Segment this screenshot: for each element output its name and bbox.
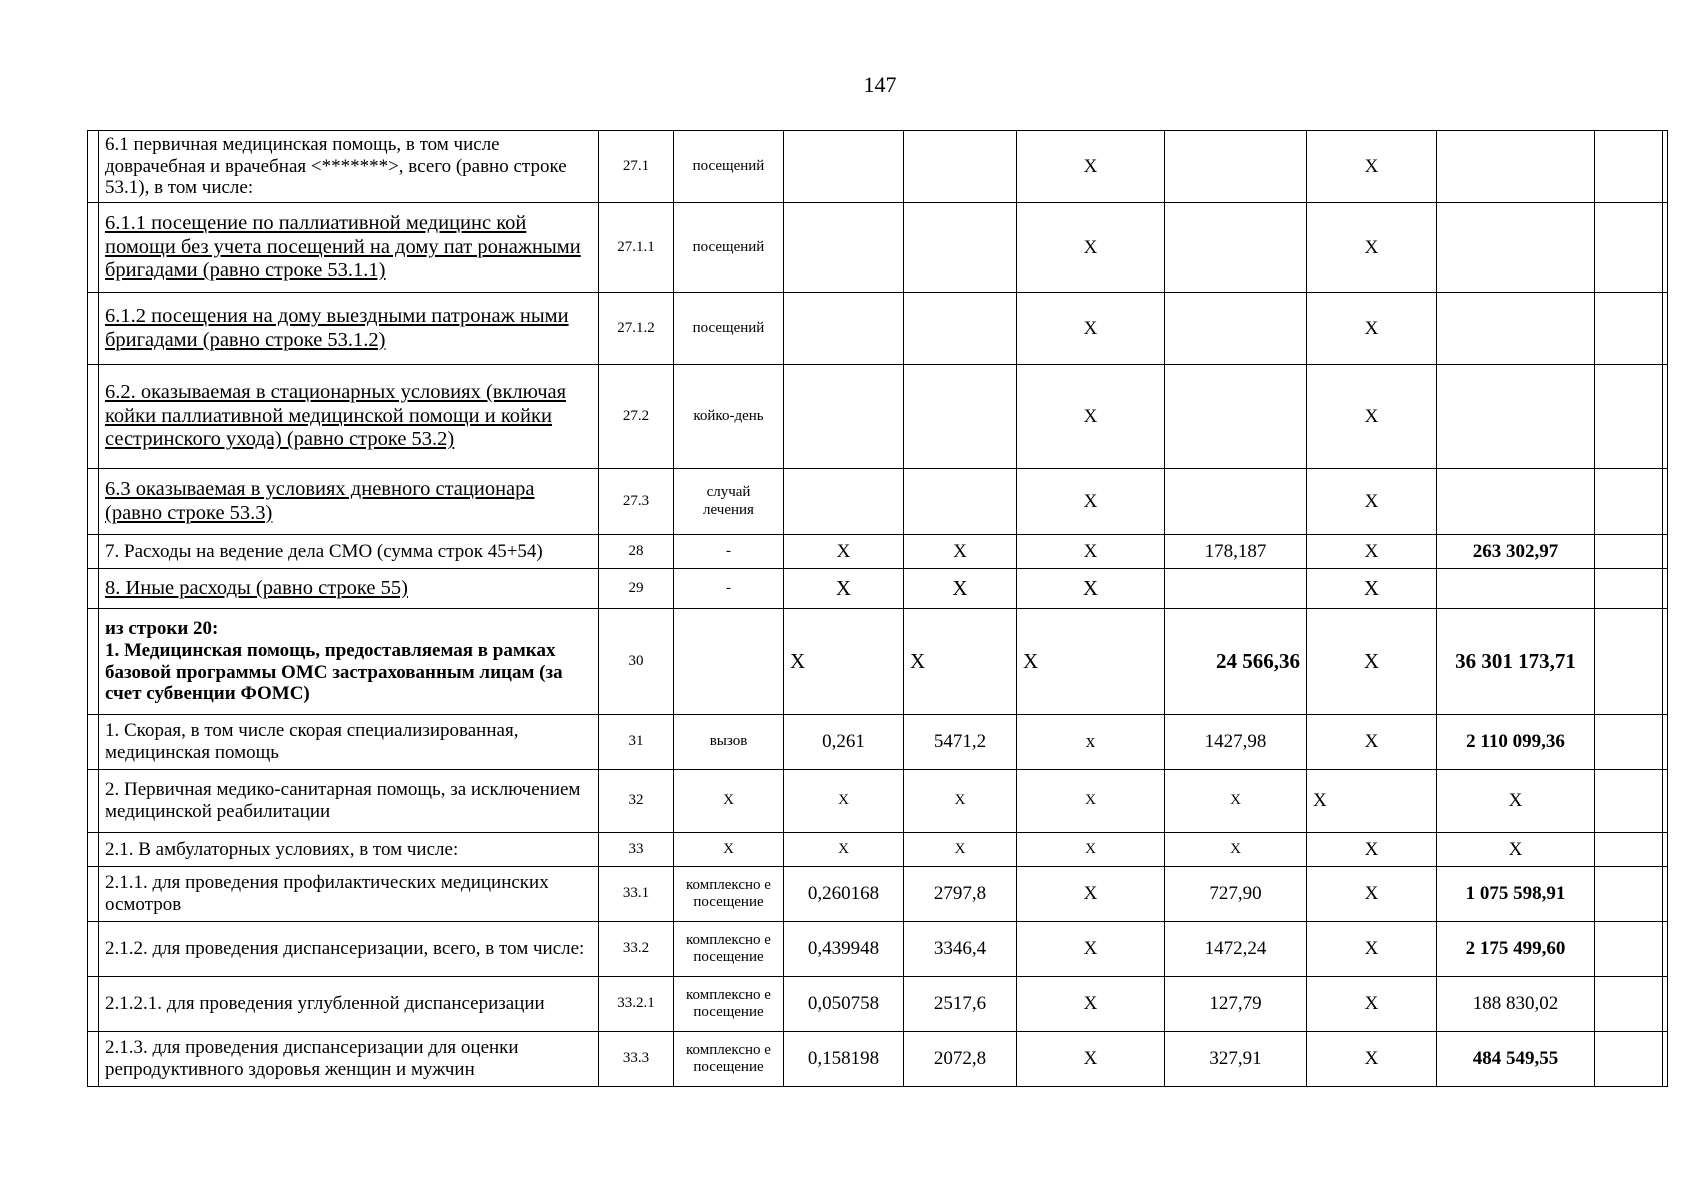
value-cell-col1: X — [784, 833, 904, 867]
value-cell-col2: 3346,4 — [904, 922, 1017, 977]
table-row — [88, 977, 1668, 1032]
value-cell-col5: X — [1307, 833, 1437, 867]
value-cell-col2 — [904, 365, 1017, 469]
row-description — [99, 569, 599, 609]
value-cell-col3: X — [1017, 922, 1165, 977]
value-cell-col7 — [1595, 1032, 1663, 1087]
right-margin-cell — [1663, 203, 1668, 293]
value-cell-col3: X — [1017, 977, 1165, 1032]
row-description — [99, 365, 599, 469]
value-cell-col3: X — [1017, 569, 1165, 609]
value-cell-col3: X — [1017, 1032, 1165, 1087]
value-cell-col3: X — [1017, 867, 1165, 922]
row-code: 27.1 — [599, 131, 674, 203]
unit-cell: - — [674, 569, 784, 609]
value-cell-col7 — [1595, 833, 1663, 867]
table-row — [88, 1032, 1668, 1087]
unit-cell: койко-день — [674, 365, 784, 469]
value-cell-col6: 188 830,02 — [1437, 977, 1595, 1032]
value-cell-col6: 484 549,55 — [1437, 1032, 1595, 1087]
value-cell-col1 — [784, 203, 904, 293]
value-cell-col4: X — [1165, 833, 1307, 867]
value-cell-col7 — [1595, 922, 1663, 977]
value-cell-col5: X — [1307, 569, 1437, 609]
value-cell-col7 — [1595, 535, 1663, 569]
value-cell-col6: X — [1437, 833, 1595, 867]
row-code: 27.1.1 — [599, 203, 674, 293]
value-cell-col5: X — [1307, 867, 1437, 922]
table-row — [88, 569, 1668, 609]
unit-cell: комплексно е посещение — [674, 867, 784, 922]
row-description-text: 2.1.1. для проведения профилактических медицинских осмотров — [105, 872, 549, 915]
left-margin-cell — [88, 715, 99, 770]
value-cell-col1 — [784, 293, 904, 365]
value-cell-col6: 1 075 598,91 — [1437, 867, 1595, 922]
value-cell-col6 — [1437, 131, 1595, 203]
row-code: 27.2 — [599, 365, 674, 469]
row-description — [99, 922, 599, 977]
row-code: 31 — [599, 715, 674, 770]
row-description — [99, 833, 599, 867]
value-cell-col4: 327,91 — [1165, 1032, 1307, 1087]
row-code: 29 — [599, 569, 674, 609]
value-cell-col1: 0,439948 — [784, 922, 904, 977]
value-cell-col5: X — [1307, 365, 1437, 469]
left-margin-cell — [88, 1032, 99, 1087]
value-cell-col3: X — [1017, 833, 1165, 867]
row-description-text: 6.3 оказываемая в условиях дневного стационара (равно строке 53.3) — [105, 477, 535, 524]
unit-cell: случай лечения — [674, 469, 784, 535]
right-margin-cell — [1663, 609, 1668, 715]
table-row — [88, 131, 1668, 203]
value-cell-col4: X — [1165, 770, 1307, 833]
value-cell-col2: X — [904, 569, 1017, 609]
right-margin-cell — [1663, 535, 1668, 569]
value-cell-col1: 0,158198 — [784, 1032, 904, 1087]
value-cell-col4: 178,187 — [1165, 535, 1307, 569]
row-description-text: 8. Иные расходы (равно строке 55) — [105, 576, 408, 599]
unit-cell: X — [674, 770, 784, 833]
value-cell-col4 — [1165, 203, 1307, 293]
table-row — [88, 867, 1668, 922]
right-margin-cell — [1663, 833, 1668, 867]
row-description-text: 2.1.2.1. для проведения углубленной диспансеризации — [105, 993, 545, 1015]
row-description-text: 2.1.3. для проведения диспансеризации для оценки репродуктивного здоровья женщин и мужчин — [105, 1037, 519, 1080]
value-cell-col3: X — [1017, 535, 1165, 569]
value-cell-col7 — [1595, 609, 1663, 715]
row-description — [99, 203, 599, 293]
unit-cell: посещений — [674, 131, 784, 203]
left-margin-cell — [88, 833, 99, 867]
value-cell-col4: 727,90 — [1165, 867, 1307, 922]
value-cell-col1 — [784, 469, 904, 535]
row-code: 28 — [599, 535, 674, 569]
value-cell-col2: 2797,8 — [904, 867, 1017, 922]
row-description-text: 2. Первичная медико-санитарная помощь, за исключением медицинской реабилитации — [105, 779, 581, 822]
unit-cell: комплексно е посещение — [674, 977, 784, 1032]
left-margin-cell — [88, 977, 99, 1032]
value-cell-col1: 0,260168 — [784, 867, 904, 922]
table-row — [88, 833, 1668, 867]
value-cell-col1: X — [784, 770, 904, 833]
value-cell-col2: X — [904, 770, 1017, 833]
value-cell-col3: X — [1017, 203, 1165, 293]
row-description — [99, 715, 599, 770]
row-description — [99, 469, 599, 535]
row-code: 27.1.2 — [599, 293, 674, 365]
row-code: 33 — [599, 833, 674, 867]
left-margin-cell — [88, 469, 99, 535]
value-cell-col5: X — [1307, 1032, 1437, 1087]
row-code: 30 — [599, 609, 674, 715]
right-margin-cell — [1663, 715, 1668, 770]
value-cell-col5: X — [1307, 469, 1437, 535]
value-cell-col2: X — [904, 833, 1017, 867]
unit-cell: X — [674, 833, 784, 867]
table-row — [88, 535, 1668, 569]
unit-cell: посещений — [674, 203, 784, 293]
right-margin-cell — [1663, 293, 1668, 365]
left-margin-cell — [88, 203, 99, 293]
value-cell-col5: X — [1307, 770, 1437, 833]
value-cell-col3: X — [1017, 131, 1165, 203]
table-row — [88, 365, 1668, 469]
value-cell-col7 — [1595, 770, 1663, 833]
row-description — [99, 867, 599, 922]
value-cell-col7 — [1595, 977, 1663, 1032]
value-cell-col3: X — [1017, 469, 1165, 535]
value-cell-col7 — [1595, 131, 1663, 203]
unit-cell — [674, 609, 784, 715]
value-cell-col1 — [784, 131, 904, 203]
value-cell-col5: X — [1307, 977, 1437, 1032]
value-cell-col4 — [1165, 293, 1307, 365]
row-description — [99, 1032, 599, 1087]
value-cell-col1: 0,050758 — [784, 977, 904, 1032]
value-cell-col4 — [1165, 365, 1307, 469]
value-cell-col6 — [1437, 203, 1595, 293]
row-code: 33.2 — [599, 922, 674, 977]
row-code: 27.3 — [599, 469, 674, 535]
row-description — [99, 770, 599, 833]
value-cell-col4: 1472,24 — [1165, 922, 1307, 977]
value-cell-col5: X — [1307, 715, 1437, 770]
value-cell-col1 — [784, 365, 904, 469]
value-cell-col6 — [1437, 569, 1595, 609]
value-cell-col4: 24 566,36 — [1165, 609, 1307, 715]
value-cell-col6: 36 301 173,71 — [1437, 609, 1595, 715]
row-description — [99, 293, 599, 365]
value-cell-col1: X — [784, 535, 904, 569]
unit-cell: посещений — [674, 293, 784, 365]
left-margin-cell — [88, 535, 99, 569]
unit-cell: - — [674, 535, 784, 569]
value-cell-col6: X — [1437, 770, 1595, 833]
left-margin-cell — [88, 365, 99, 469]
value-cell-col2: X — [904, 609, 1017, 715]
expense-table — [87, 130, 1668, 1087]
value-cell-col4: 127,79 — [1165, 977, 1307, 1032]
table-row — [88, 770, 1668, 833]
value-cell-col3: x — [1017, 715, 1165, 770]
row-description — [99, 609, 599, 715]
row-description-text: 6.1 первичная медицинская помощь, в том числе доврачебная и врачебная <*******>, всего (равно строке 53.1), в том числе: — [105, 133, 567, 199]
row-description-lead: из строки 20: — [105, 617, 219, 639]
table-row — [88, 922, 1668, 977]
table-row — [88, 715, 1668, 770]
table-row — [88, 293, 1668, 365]
value-cell-col6: 2 175 499,60 — [1437, 922, 1595, 977]
row-description-text: 6.2. оказываемая в стационарных условиях (включая койки паллиативной медицинской помощи и койки сестринского ухода) (равно строке 53.2) — [105, 381, 567, 451]
value-cell-col6: 2 110 099,36 — [1437, 715, 1595, 770]
left-margin-cell — [88, 922, 99, 977]
table-body — [88, 131, 1668, 1087]
value-cell-col3: X — [1017, 365, 1165, 469]
right-margin-cell — [1663, 469, 1668, 535]
right-margin-cell — [1663, 977, 1668, 1032]
value-cell-col6 — [1437, 469, 1595, 535]
value-cell-col6 — [1437, 293, 1595, 365]
unit-cell: вызов — [674, 715, 784, 770]
row-description-text: 1. Медицинская помощь, предоставляемая в рамках базовой программы ОМС застрахованным лицам (за счет субвенции ФОМС) — [105, 639, 563, 705]
right-margin-cell — [1663, 365, 1668, 469]
value-cell-col7 — [1595, 203, 1663, 293]
table-row — [88, 469, 1668, 535]
unit-cell: комплексно е посещение — [674, 922, 784, 977]
value-cell-col3: X — [1017, 293, 1165, 365]
left-margin-cell — [88, 770, 99, 833]
left-margin-cell — [88, 293, 99, 365]
value-cell-col2: 2072,8 — [904, 1032, 1017, 1087]
value-cell-col1: X — [784, 569, 904, 609]
row-description-text: 6.1.2 посещения на дому выездными патронаж ными бригадами (равно строке 53.1.2) — [105, 304, 569, 351]
row-code: 33.1 — [599, 867, 674, 922]
value-cell-col5: X — [1307, 535, 1437, 569]
value-cell-col4: 1427,98 — [1165, 715, 1307, 770]
value-cell-col6 — [1437, 365, 1595, 469]
row-description-text: 6.1.1 посещение по паллиативной медицинс кой помощи без учета посещений на дому пат ронажными бригадами (равно строке 53.1.1) — [105, 212, 581, 282]
row-description-text: 1. Скорая, в том числе скорая специализированная, медицинская помощь — [105, 720, 519, 763]
row-code: 32 — [599, 770, 674, 833]
left-margin-cell — [88, 569, 99, 609]
value-cell-col7 — [1595, 365, 1663, 469]
value-cell-col2: 2517,6 — [904, 977, 1017, 1032]
value-cell-col5: X — [1307, 203, 1437, 293]
page-number: 147 — [863, 72, 897, 97]
value-cell-col3: X — [1017, 609, 1165, 715]
value-cell-col4 — [1165, 131, 1307, 203]
value-cell-col5: X — [1307, 609, 1437, 715]
value-cell-col7 — [1595, 867, 1663, 922]
value-cell-col2: X — [904, 535, 1017, 569]
value-cell-col1: 0,261 — [784, 715, 904, 770]
value-cell-col3: X — [1017, 770, 1165, 833]
right-margin-cell — [1663, 131, 1668, 203]
right-margin-cell — [1663, 770, 1668, 833]
value-cell-col4 — [1165, 569, 1307, 609]
value-cell-col1: X — [784, 609, 904, 715]
value-cell-col5: X — [1307, 293, 1437, 365]
row-description-text: 7. Расходы на ведение дела СМО (сумма строк 45+54) — [105, 540, 543, 562]
right-margin-cell — [1663, 569, 1668, 609]
right-margin-cell — [1663, 867, 1668, 922]
value-cell-col6: 263 302,97 — [1437, 535, 1595, 569]
row-code: 33.2.1 — [599, 977, 674, 1032]
value-cell-col2 — [904, 469, 1017, 535]
value-cell-col2 — [904, 203, 1017, 293]
value-cell-col2 — [904, 293, 1017, 365]
value-cell-col7 — [1595, 715, 1663, 770]
value-cell-col7 — [1595, 293, 1663, 365]
right-margin-cell — [1663, 1032, 1668, 1087]
value-cell-col2 — [904, 131, 1017, 203]
left-margin-cell — [88, 131, 99, 203]
row-code: 33.3 — [599, 1032, 674, 1087]
value-cell-col7 — [1595, 569, 1663, 609]
row-description — [99, 535, 599, 569]
left-margin-cell — [88, 867, 99, 922]
value-cell-col7 — [1595, 469, 1663, 535]
table-row — [88, 609, 1668, 715]
row-description — [99, 131, 599, 203]
right-margin-cell — [1663, 922, 1668, 977]
value-cell-col5: X — [1307, 131, 1437, 203]
row-description-text: 2.1. В амбулаторных условиях, в том числе: — [105, 838, 459, 860]
value-cell-col2: 5471,2 — [904, 715, 1017, 770]
row-description — [99, 977, 599, 1032]
table-row — [88, 203, 1668, 293]
row-description-text: 2.1.2. для проведения диспансеризации, всего, в том числе: — [105, 938, 585, 960]
value-cell-col5: X — [1307, 922, 1437, 977]
value-cell-col4 — [1165, 469, 1307, 535]
left-margin-cell — [88, 609, 99, 715]
unit-cell: комплексно е посещение — [674, 1032, 784, 1087]
